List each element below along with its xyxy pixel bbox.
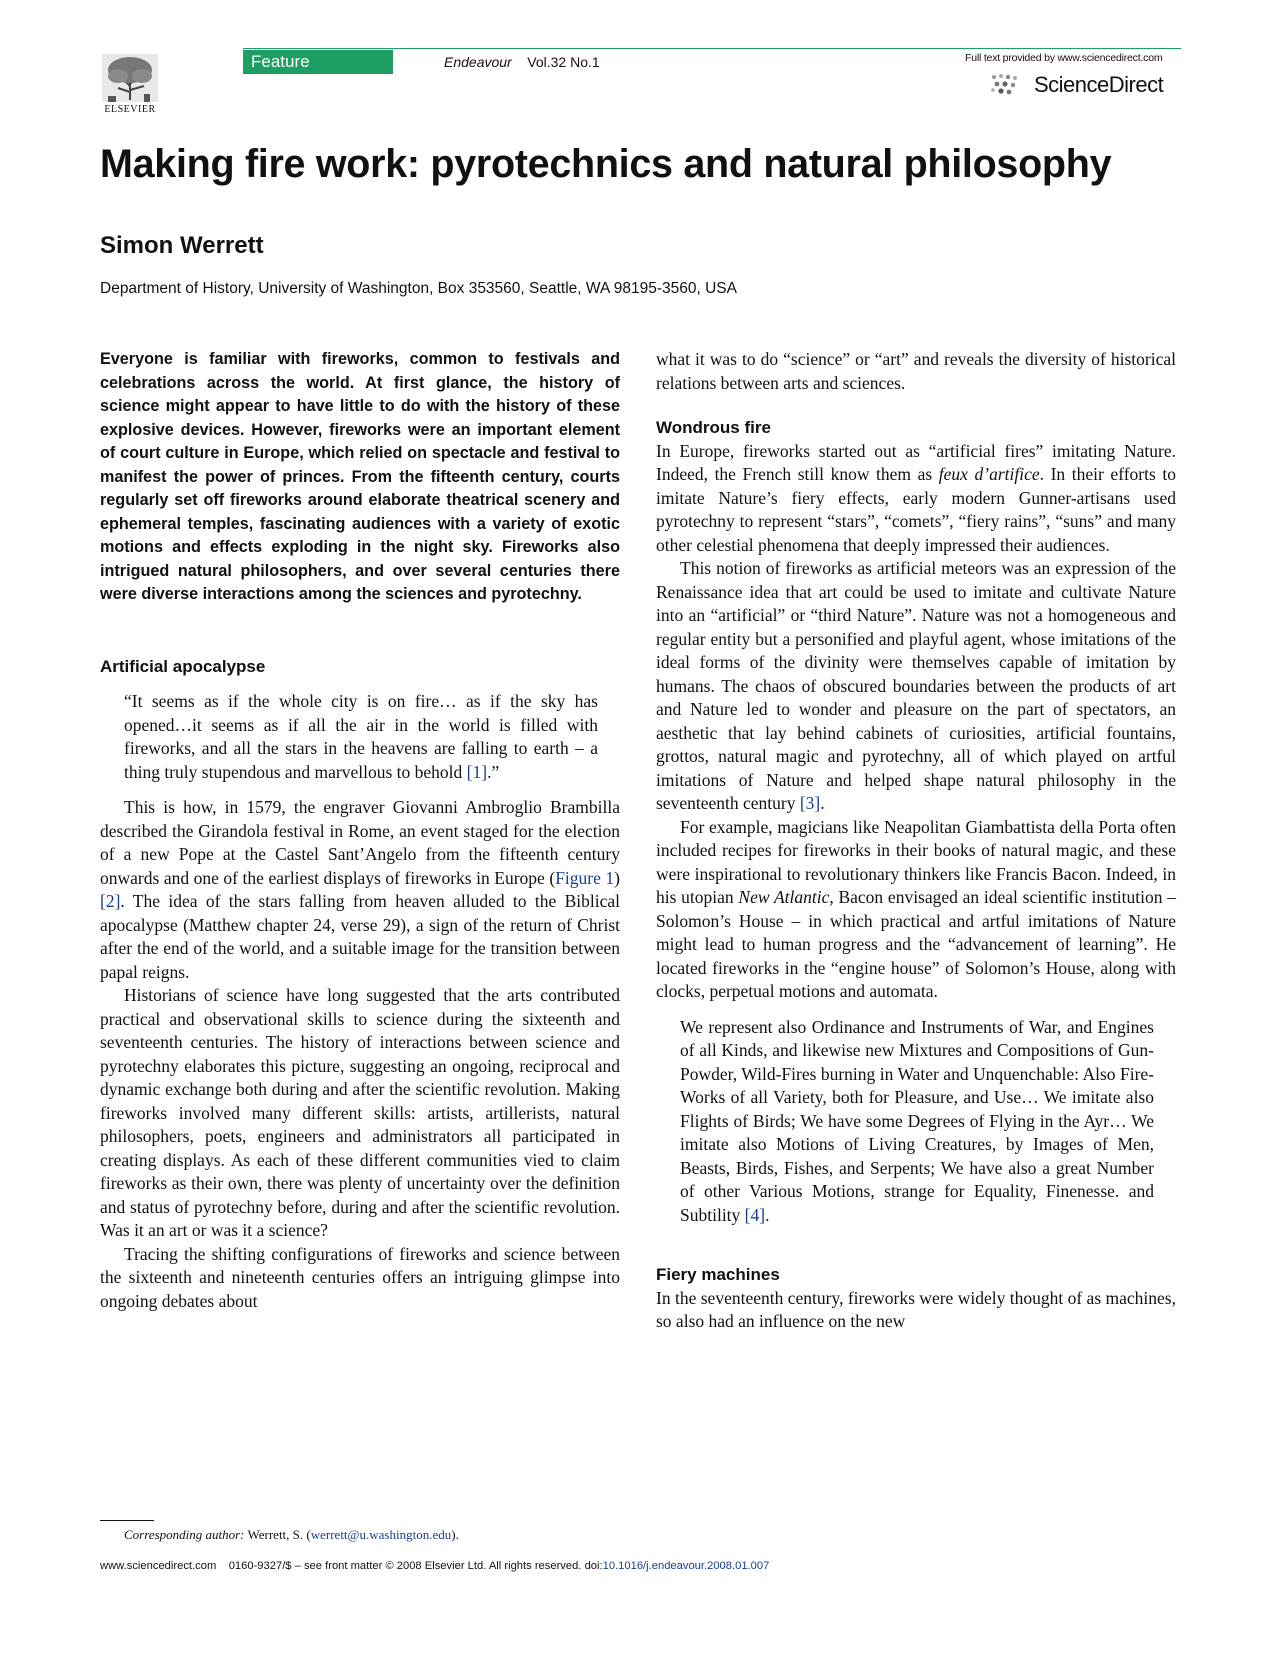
paragraph-della-porta [656, 816, 1176, 1004]
footnote-rule [100, 1520, 154, 1521]
quote-end: .” [487, 761, 500, 782]
sciencedirect-logo[interactable] [988, 70, 1163, 100]
block-quote-bacon [656, 1016, 1176, 1228]
author-name: Simon Werrett [100, 232, 264, 259]
author-affiliation: Department of History, University of Washington, Box 353560, Seattle, WA 98195-3560, USA [100, 280, 737, 297]
author-email-link[interactable]: werrett@u.washington.edu [310, 1527, 452, 1542]
italic-title: New Atlantic [738, 887, 830, 907]
footnote [124, 1527, 459, 1543]
reference-link-3[interactable]: [3] [799, 793, 821, 813]
text-run: ) [614, 867, 620, 888]
text-run: Werrett, S. ( [244, 1527, 311, 1542]
section-heading-fiery-machines: Fiery machines [656, 1265, 780, 1284]
block-quote-brambilla [100, 690, 620, 784]
volume-issue: Vol.32 No.1 [527, 54, 600, 70]
doi-link[interactable]: 10.1016/j.endeavour.2008.01.007 [602, 1560, 770, 1572]
text-run: . [820, 793, 825, 813]
sciencedirect-dots-icon [988, 71, 1030, 99]
reference-link-1[interactable]: [1] [466, 761, 488, 782]
footnote-label: Corresponding author: [124, 1527, 245, 1542]
text-run: , Bacon envisaged an ideal scientific institution – Solomon’s House – in which practical and artful imitations of Nature might lead to human progress and the “advancement of learning”. He located fireworks in the “engine house” of Solomon’s House, along with clocks, perpetual motions and automata. [656, 887, 1176, 1001]
reference-link-4[interactable]: [4] [744, 1204, 766, 1225]
section-label: Feature [243, 50, 393, 74]
paragraph-tracing: Tracing the shifting configurations of fireworks and science between the sixteenth and nineteenth centuries offers an intriguing glimpse into ongoing debates about [100, 1243, 620, 1311]
text-run: ). [451, 1527, 459, 1542]
paragraph-girandola [100, 796, 620, 984]
paragraph-artificial-meteors [656, 557, 1176, 816]
text-run: This notion of fireworks as artificial meteors was an expression of the Renaissance idea that art could be used to imitate and cultivate Nature into an “artificial” or “third Nature”. Nature was not a homogeneous and regular entity but a personified and playful agent, whose imitations of the ideal forms of the divinity were themselves capable of imitation by humans. The chaos of obscured boundaries between the products of art and Nature led to wonder and pleasure on the part of spectators, an aesthetic that lay behind cabinets of curiosities, artificial fountains, grottos, natural magic and pyrotechny, all of which played on artful imitations of Nature and helped shape natural philosophy in the seventeenth century [656, 558, 1176, 813]
journal-info [444, 54, 600, 70]
paragraph-historians: Historians of science have long suggested that the arts contributed practical and observational skills to science during the sixteenth and seventeenth centuries. The history of interactions between science and pyrotechny elaborates this picture, suggesting an ongoing, reciprocal and dynamic exchange both during and after the scientific revolution. Making fireworks involved many different skills: artists, artillerists, natural philosophers, poets, engineers and administrators all participated in creating displays. As each of these different communities vied to claim fireworks as their own, there was plenty of uncertainty over the definition and status of pyrotechny before, during and after the scientific revolution. Was it an art or was it a science? [100, 985, 620, 1240]
header-rule [243, 48, 1181, 49]
fulltext-note[interactable]: Full text provided by www.sciencedirect.com [965, 52, 1163, 64]
text-run: This is how, in 1579, the engraver Giovanni Ambroglio Brambilla described the Girandola festival in Rome, an event staged for the election of a new Pope at the Castel Sant’Angelo from the fifteenth century onwards and one of the earliest displays of fireworks in Europe ( [100, 797, 620, 888]
quote-end: . [765, 1204, 770, 1225]
paragraph-continuation: what it was to do “science” or “art” and reveals the diversity of historical relations between arts and sciences. [656, 349, 1176, 393]
paragraph-machines: In the seventeenth century, fireworks were widely thought of as machines, so also had an influence on the new [656, 1287, 1176, 1331]
text-run: In Europe, fireworks started out as “artificial fires” imitating Nature. Indeed, the French still know them as [656, 440, 1176, 484]
page-footer [100, 1560, 769, 1572]
journal-name: Endeavour [444, 54, 512, 70]
article-title: Making fire work: pyrotechnics and natural philosophy [100, 142, 1112, 186]
section-heading-wondrous-fire: Wondrous fire [656, 418, 771, 437]
publisher-wordmark: ELSEVIER [104, 104, 156, 115]
right-column [656, 348, 1176, 1334]
text-run: . In their efforts to imitate Nature’s fiery effects, early modern Gunner-artisans used pyrotechny to represent “stars”, “comets”, “fiery rains”, “suns” and many other celestial phenomena that deeply impressed their audiences. [656, 464, 1176, 555]
abstract: Everyone is familiar with fireworks, common to festivals and celebrations across the world. At first glance, the history of science might appear to have little to do with the history of these explosive devices. However, fireworks were an important element of court culture in Europe, which relied on spectacle and festival to manifest the power of princes. From the fifteenth century, courts regularly set off fireworks around elaborate theatrical scenery and ephemeral temples, fascinating audiences with a variety of exotic motions and effects exploding in the night sky. Fireworks also intrigued natural philosophers, and over several centuries there were diverse interactions among the sciences and pyrotechny. [100, 350, 620, 603]
paragraph-artificial-fires [656, 440, 1176, 558]
footer-text: www.sciencedirect.com 0160-9327/$ – see front matter © 2008 Elsevier Ltd. All rights reserved. doi: [100, 1560, 603, 1572]
quote-text: We represent also Ordinance and Instruments of War, and Engines of all Kinds, and likewise new Mixtures and Compositions of Gun-Powder, Wild-Fires burning in Water and Unquenchable: Also Fire-Works of all Variety, both for Pleasure, and Use… We imitate also Flights of Birds; We have some Degrees of Flying in the Ayr… We imitate also Motions of Living Creatures, by Images of Men, Beasts, Birds, Fishes, and Serpents; We have also a great Number of other Various Motions, strange for Equality, Finenesse. and Subtility [680, 1016, 1154, 1225]
italic-term: feux d’artifice [938, 464, 1040, 484]
text-run: . The idea of the stars falling from heaven alluded to the Biblical apocalypse (Matthew chapter 24, verse 29), a sign of the return of Christ after the end of the world, and a suitable image for the transition between papal reigns. [100, 891, 620, 982]
figure-link-1[interactable]: Figure 1 [555, 867, 615, 888]
sciencedirect-name: ScienceDirect [1034, 72, 1164, 97]
left-column [100, 348, 620, 1313]
section-heading-artificial-apocalypse: Artificial apocalypse [100, 656, 266, 676]
text-run: For example, magicians like Neapolitan Giambattista della Porta often included recipes for fireworks in their books of natural magic, and these were inspirational to revolutionary thinkers like Francis Bacon. Indeed, in his utopian [656, 816, 1176, 907]
reference-link-2[interactable]: [2] [100, 891, 121, 911]
quote-text: “It seems as if the whole city is on fire… as if the sky has opened…it seems as if all the air in the world is filled with fireworks, and all the stars in the heavens are falling to earth – a thing truly stupendous and marvellous to behold [124, 691, 598, 782]
